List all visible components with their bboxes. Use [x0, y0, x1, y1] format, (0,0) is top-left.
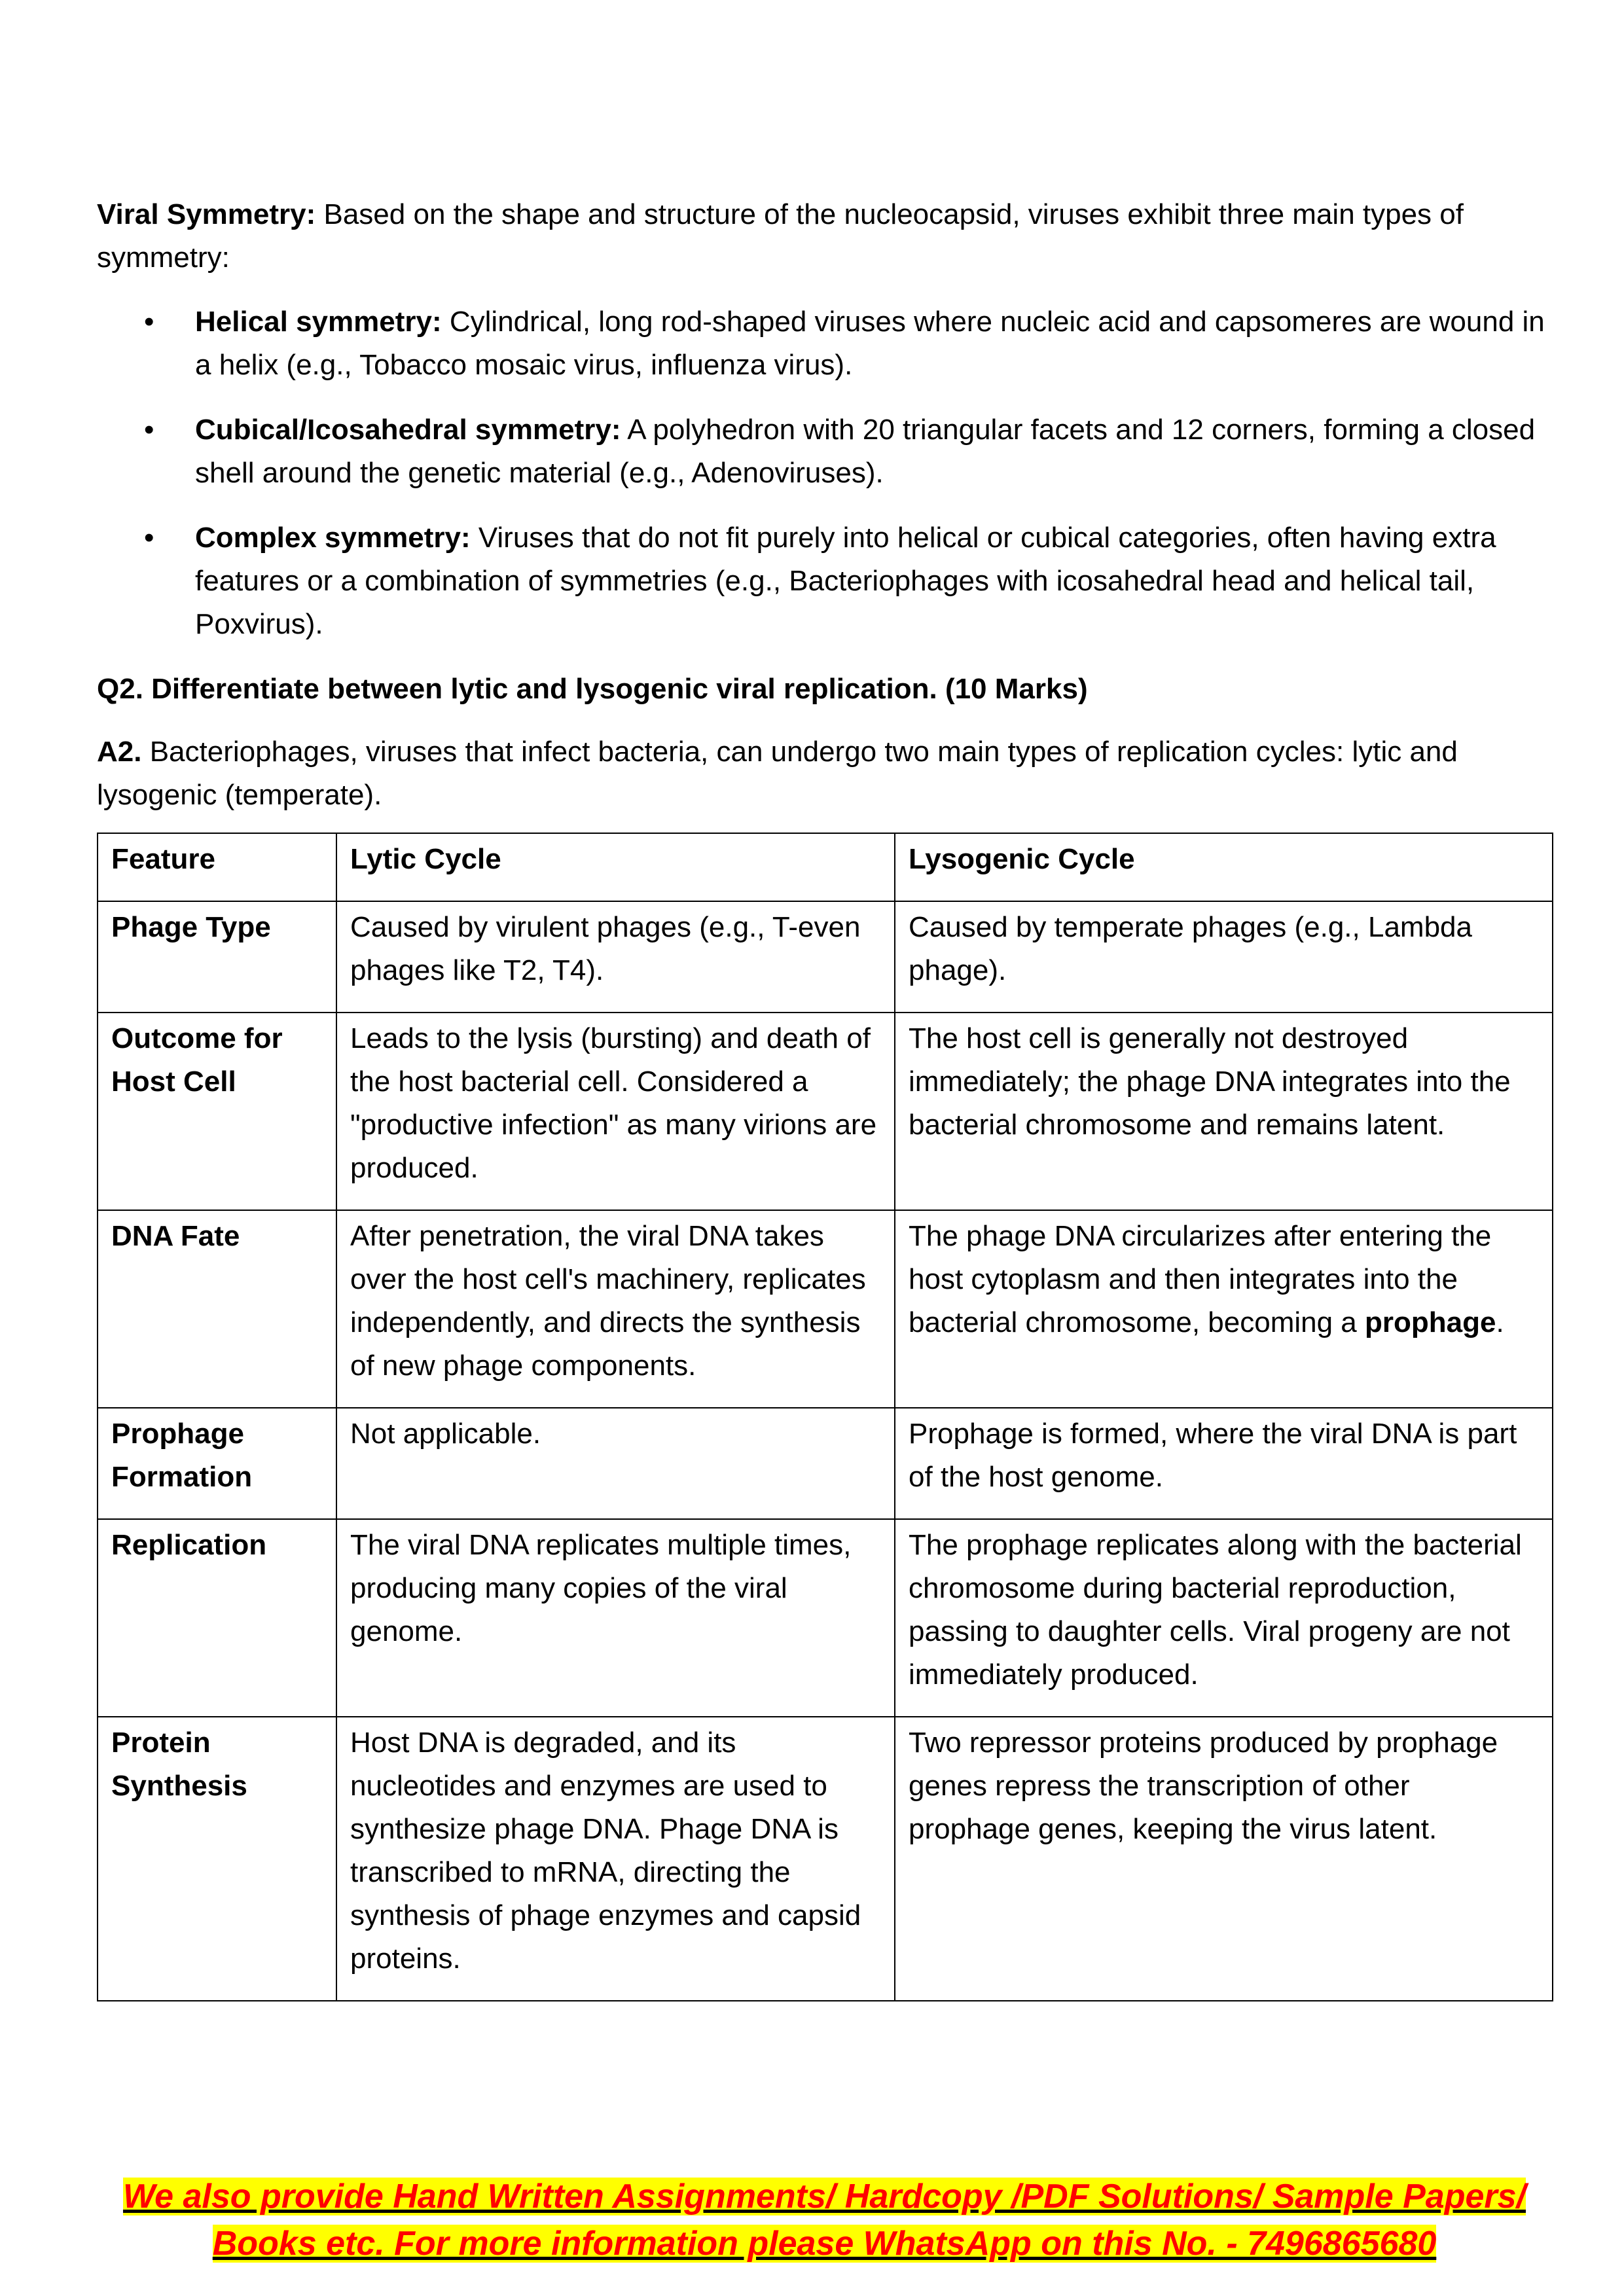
promo-banner — [97, 2173, 1552, 2267]
feature-cell: Outcome for Host Cell — [98, 1013, 336, 1210]
lysogenic-text: The phage DNA circularizes after entering the host cytoplasm and then integrates into the bacterial chromosome, becoming a — [909, 1220, 1492, 1338]
symmetry-label: Helical symmetry: — [195, 306, 442, 338]
lysogenic-text: The prophage replicates along with the bacterial chromosome during bacterial reproduction, passing to daughter cells. Viral progeny are not immediately produced. — [909, 1529, 1522, 1691]
question-heading: Q2. Differentiate between lytic and lysogenic viral replication. (10 Marks) — [97, 673, 1088, 705]
viral-symmetry-label: Viral Symmetry: — [97, 198, 316, 230]
symmetry-label: Complex symmetry: — [195, 522, 471, 554]
lysogenic-cell — [895, 1519, 1553, 1717]
table-row — [98, 1408, 1553, 1519]
lysogenic-text: Prophage is formed, where the viral DNA is part of the host genome. — [909, 1418, 1517, 1493]
header-lytic: Lytic Cycle — [336, 833, 895, 901]
bullet-icon: • — [144, 522, 154, 554]
answer-label: A2. — [97, 736, 142, 768]
symmetry-list — [97, 300, 1552, 646]
table-header-row — [98, 833, 1553, 901]
table-row — [98, 901, 1553, 1013]
lytic-cell: Leads to the lysis (bursting) and death of the host bacterial cell. Considered a "productive infection" as many virions are produced. — [336, 1013, 895, 1210]
viral-symmetry-text: Based on the shape and structure of the nucleocapsid, viruses exhibit three main types of symmetry: — [97, 198, 1464, 274]
lytic-cell: After penetration, the viral DNA takes over the host cell's machinery, replicates independently, and directs the synthesis of new phage components. — [336, 1210, 895, 1408]
header-lysogenic: Lysogenic Cycle — [895, 833, 1553, 901]
feature-cell: Phage Type — [98, 901, 336, 1013]
symmetry-text: Cylindrical, long rod-shaped viruses where nucleic acid and capsomeres are wound in a helix (e.g., Tobacco mosaic virus, influenza virus). — [195, 306, 1545, 381]
promo-line-2: Books etc. For more information please WhatsApp on this No. - 7496865680 — [212, 2225, 1437, 2263]
list-item — [97, 516, 1552, 646]
answer-paragraph — [97, 730, 1552, 817]
feature-cell: DNA Fate — [98, 1210, 336, 1408]
table-row — [98, 1013, 1553, 1210]
lytic-cell: Not applicable. — [336, 1408, 895, 1519]
answer-text: Bacteriophages, viruses that infect bacteria, can undergo two main types of replication cycles: lytic and lysogenic (temperate). — [97, 736, 1458, 811]
symmetry-label: Cubical/Icosahedral symmetry: — [195, 414, 621, 446]
header-feature: Feature — [98, 833, 336, 901]
promo-line-1: We also provide Hand Written Assignments/ Hardcopy /PDF Solutions/ Sample Papers/ — [122, 2178, 1526, 2215]
lysogenic-bold: prophage — [1365, 1306, 1496, 1338]
feature-cell: Protein Synthesis — [98, 1717, 336, 2001]
lysogenic-text: The host cell is generally not destroyed immediately; the phage DNA integrates into the bacterial chromosome and remains latent. — [909, 1022, 1511, 1141]
table-row — [98, 1717, 1553, 2001]
lysogenic-cell — [895, 1408, 1553, 1519]
lysogenic-text-end: . — [1496, 1306, 1504, 1338]
bullet-icon: • — [144, 414, 154, 446]
list-item — [97, 408, 1552, 495]
bullet-icon: • — [144, 306, 154, 338]
lytic-cell: Host DNA is degraded, and its nucleotides and enzymes are used to synthesize phage DNA. Phage DNA is transcribed to mRNA, directing the synthesis of phage enzymes and capsid proteins. — [336, 1717, 895, 2001]
viral-symmetry-paragraph — [97, 193, 1552, 279]
lysogenic-text: Caused by temperate phages (e.g., Lambda phage). — [909, 911, 1472, 986]
lysogenic-cell — [895, 1717, 1553, 2001]
feature-cell: Replication — [98, 1519, 336, 1717]
lysogenic-text: Two repressor proteins produced by prophage genes repress the transcription of other prophage genes, keeping the virus latent. — [909, 1727, 1498, 1845]
list-item — [97, 300, 1552, 387]
symmetry-text: A polyhedron with 20 triangular facets and 12 corners, forming a closed shell around the genetic material (e.g., Adenoviruses). — [195, 414, 1536, 489]
feature-cell: Prophage Formation — [98, 1408, 336, 1519]
lysogenic-cell — [895, 1013, 1553, 1210]
document-page — [97, 193, 1552, 2001]
lysogenic-cell — [895, 901, 1553, 1013]
table-row — [98, 1519, 1553, 1717]
lytic-cell: Caused by virulent phages (e.g., T-even phages like T2, T4). — [336, 901, 895, 1013]
lysogenic-cell — [895, 1210, 1553, 1408]
lytic-cell: The viral DNA replicates multiple times, producing many copies of the viral genome. — [336, 1519, 895, 1717]
symmetry-text: Viruses that do not fit purely into helical or cubical categories, often having extra features or a combination of symmetries (e.g., Bacteriophages with icosahedral head and helical tail, Poxvirus). — [195, 522, 1496, 640]
table-row — [98, 1210, 1553, 1408]
comparison-table — [97, 833, 1553, 2001]
